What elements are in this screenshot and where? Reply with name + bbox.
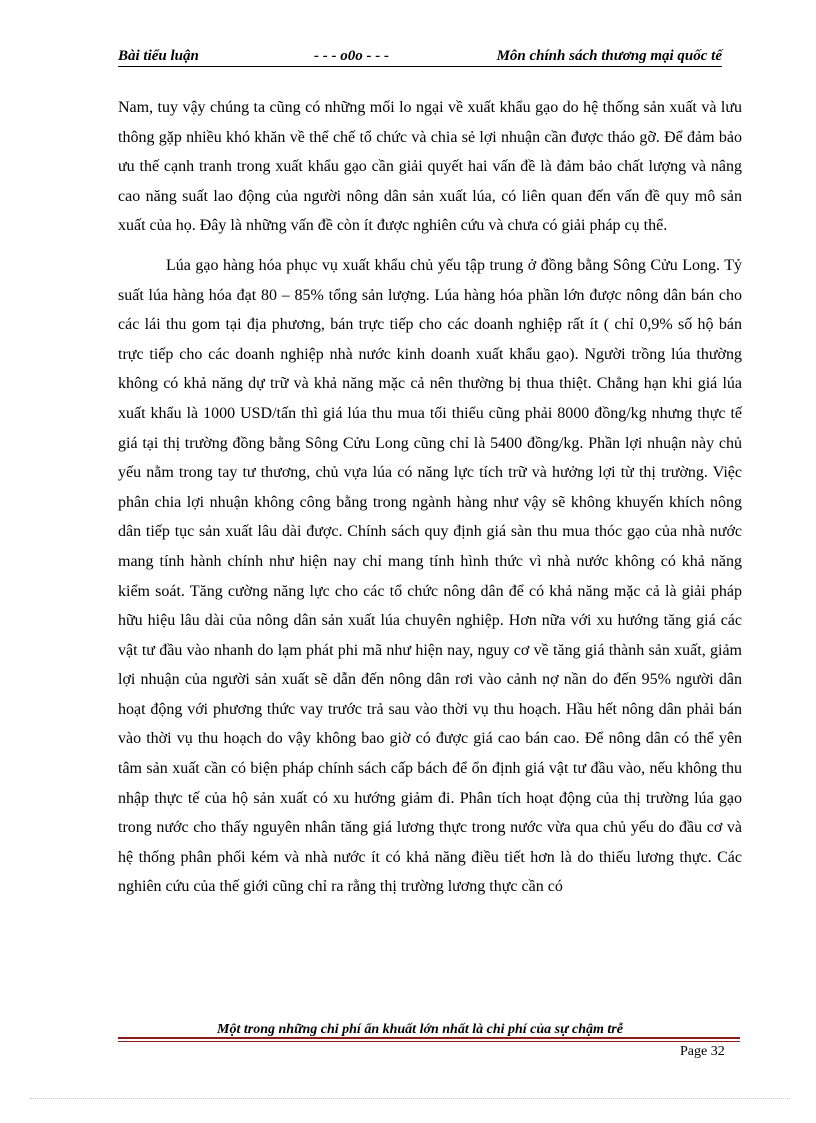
header-right-title: Môn chính sách thương mại quốc tế (496, 48, 722, 64)
header-left-title: Bài tiểu luận (118, 48, 199, 64)
footer-divider-thick (118, 1037, 740, 1039)
page-body (118, 93, 742, 902)
page-bottom-edge (30, 1098, 790, 1099)
body-paragraph: Lúa gạo hàng hóa phục vụ xuất khẩu chủ yếu tập trung ở đồng bằng Sông Cửu Long. Tỷ suất lúa hàng hóa đạt 80 – 85% tổng sản lượng. Lúa hàng hóa phần lớn được nông dân bán cho các lái thu gom tại địa phương, bán trực tiếp cho các doanh nghiệp rất ít ( chỉ 0,9% số hộ bán trực tiếp cho các doanh nghiệp nhà nước kinh doanh xuất khẩu gạo). Người trồng lúa thường không có khả năng dự trữ và khả năng mặc cả nên thường bị thua thiệt. Chẳng hạn khi giá lúa xuất khẩu là 1000 USD/tấn thì giá lúa thu mua tối thiểu cũng phải 8000 đồng/kg nhưng thực tế giá tại thị trường đồng bằng Sông Cửu Long cũng chỉ là 5400 đồng/kg. Phần lợi nhuận này chủ yếu nằm trong tay tư thương, chủ vựa lúa có năng lực tích trữ và hưởng lợi từ thị trường. Việc phân chia lợi nhuận không công bằng trong ngành hàng như vậy sẽ không khuyến khích nông dân tiếp tục sản xuất lâu dài được. Chính sách quy định giá sàn thu mua thóc gạo của nhà nước mang tính hành chính như hiện nay chỉ mang tính hình thức vì nhà nước không có khả năng kiểm soát. Tăng cường năng lực cho các tổ chức nông dân để có khả năng mặc cả là giải pháp hữu hiệu lâu dài của nông dân sản xuất lúa chuyên nghiệp. Hơn nữa với xu hướng tăng giá các vật tư đầu vào nhanh do lạm phát phi mã như hiện nay, nguy cơ về tăng giá thành sản xuất, giảm lợi nhuận của người sản xuất sẽ dẫn đến nông dân rơi vào cảnh nợ nần do đến 95% người dân hoạt động với phương thức vay trước trả sau vào thời vụ thu hoạch. Hầu hết nông dân phải bán vào thời vụ thu hoạch do vậy không bao giờ có được giá cao bán cao. Để nông dân có thể yên tâm sản xuất cần có biện pháp chính sách cấp bách để ổn định giá vật tư đầu vào, nếu không thu nhập thực tế của hộ sản xuất có xu hướng giảm đi. Phân tích hoạt động của thị trường lúa gạo trong nước cho thấy nguyên nhân tăng giá lương thực trong nước vừa qua chủ yếu do đầu cơ và hệ thống phân phối kém và nhà nước ít có khả năng điều tiết hơn là do thiếu lương thực. Các nghiên cứu của thế giới cũng chỉ ra rằng thị trường lương thực cần có (118, 256, 742, 896)
header-divider (118, 66, 722, 67)
running-header (118, 48, 722, 68)
header-ornament: - - - o0o - - - (314, 48, 389, 64)
body-paragraph: Nam, tuy vậy chúng ta cũng có những mối lo ngại về xuất khẩu gạo do hệ thống sản xuất và lưu thông gặp nhiều khó khăn về thể chế tổ chức và chia sẻ lợi nhuận cần được tháo gỡ. Để đảm bảo ưu thế cạnh tranh trong xuất khẩu gạo cần giải quyết hai vấn đề là đảm bảo chất lượng và nâng cao năng suất lao động của người nông dân sản xuất lúa, có liên quan đến vấn đề quy mô sản xuất của họ. Đây là những vấn đề còn ít được nghiên cứu và chưa có giải pháp cụ thể. (118, 99, 742, 235)
footer-divider-thin (118, 1041, 740, 1042)
footer-quote: Một trong những chi phí ẩn khuất lớn nhất là chi phí của sự chậm trễ (217, 1022, 623, 1037)
page-number: Page 32 (680, 1044, 725, 1059)
